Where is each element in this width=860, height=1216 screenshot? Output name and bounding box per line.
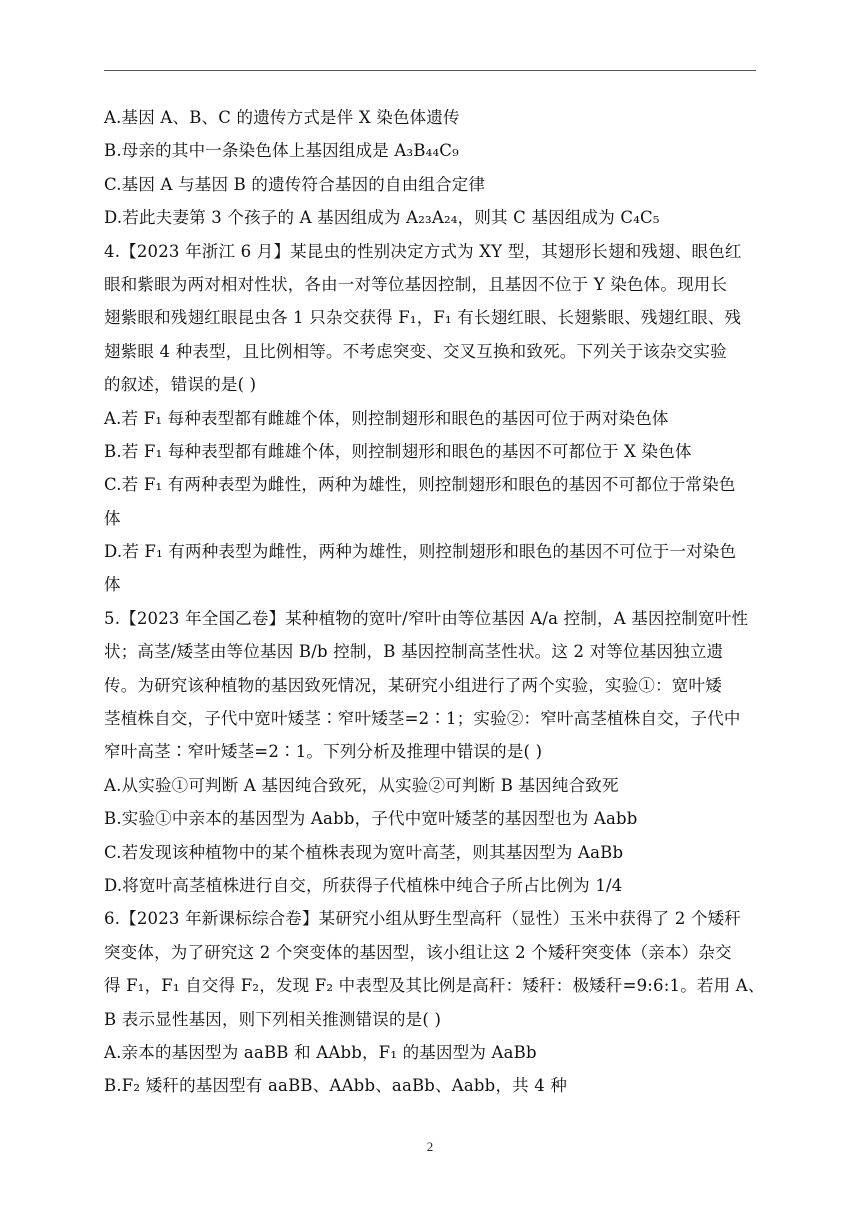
- text-line: 翅紫眼 4 种表型，且比例相等。不考虑突变、交叉互换和致死。下列关于该杂交实验: [104, 341, 727, 361]
- text-line: 体: [104, 575, 121, 595]
- text-line: B 表示显性基因，则下列相关推测错误的是( ): [104, 1009, 442, 1029]
- text-line: D.若 F₁ 有两种表型为雌性，两种为雄性，则控制翅形和眼色的基因不可位于一对染色: [104, 542, 737, 562]
- text-line: C.基因 A 与基因 B 的遗传符合基因的自由组合定律: [104, 174, 486, 194]
- text-line: 翅紫眼和残翅红眼昆虫各 1 只杂交获得 F₁，F₁ 有长翅红眼、长翅紫眼、残翅红眼、残: [104, 308, 742, 328]
- page-number: 2: [426, 1139, 434, 1154]
- text-line: 4.【2023 年浙江 6 月】某昆虫的性别决定方式为 XY 型，其翅形长翅和残翅、眼色红: [104, 241, 742, 261]
- text-line: C.若 F₁ 有两种表型为雌性，两种为雄性，则控制翅形和眼色的基因不可都位于常染色: [104, 475, 736, 495]
- text-line: C.若发现该种植物中的某个植株表现为宽叶高茎，则其基因型为 AaBb: [104, 842, 624, 862]
- text-line: 5.【2023 年全国乙卷】某种植物的宽叶/窄叶由等位基因 A/a 控制，A 基因控制宽叶性: [104, 608, 749, 628]
- text-line: B.若 F₁ 每种表型都有雌雄个体，则控制翅形和眼色的基因不可都位于 X 染色体: [104, 441, 692, 461]
- text-line: 传。为研究该种植物的基因致死情况，某研究小组进行了两个实验，实验①：宽叶矮: [104, 675, 722, 695]
- text-line: 突变体，为了研究这 2 个突变体的基因型，该小组让这 2 个矮秆突变体（亲本）杂交: [104, 942, 732, 962]
- header-rule: [104, 70, 756, 71]
- text-line: A.亲本的基因型为 aaBB 和 AAbb，F₁ 的基因型为 AaBb: [104, 1042, 537, 1062]
- text-line: 状；高茎/矮茎由等位基因 B/b 控制，B 基因控制高茎性状。这 2 对等位基因独立遗: [104, 642, 724, 662]
- text-line: 的叙述，错误的是( ): [104, 375, 257, 395]
- text-line: B.母亲的其中一条染色体上基因组成是 A₃B₄₄C₉: [104, 141, 459, 161]
- text-line: A.基因 A、B、C 的遗传方式是伴 X 染色体遗传: [104, 108, 460, 127]
- text-line: 茎植株自交，子代中宽叶矮茎∶窄叶矮茎=2∶1；实验②：窄叶高茎植株自交，子代中: [104, 709, 741, 729]
- text-line: 眼和紫眼为两对相对性状，各由一对等位基因控制，且基因不位于 Y 染色体。现用长: [104, 274, 728, 294]
- text-line: 窄叶高茎∶窄叶矮茎=2∶1。下列分析及推理中错误的是( ): [104, 742, 543, 762]
- text-line: D.将宽叶高茎植株进行自交，所获得子代植株中纯合子所占比例为 1/4: [104, 875, 623, 895]
- text-line: 6.【2023 年新课标综合卷】某研究小组从野生型高秆（显性）玉米中获得了 2 个矮秆: [104, 909, 742, 929]
- text-line: A.从实验①可判断 A 基因纯合致死，从实验②可判断 B 基因纯合致死: [104, 775, 619, 795]
- text-line: D.若此夫妻第 3 个孩子的 A 基因组成为 A₂₃A₂₄，则其 C 基因组成为 C₄C₅: [104, 208, 660, 228]
- text-line: B.F₂ 矮秆的基因型有 aaBB、AAbb、aaBb、Aabb，共 4 种: [104, 1076, 568, 1096]
- text-line: 得 F₁，F₁ 自交得 F₂，发现 F₂ 中表型及其比例是高秆：矮秆：极矮秆=9:6:1。若用 A、: [104, 976, 765, 996]
- text-line: A.若 F₁ 每种表型都有雌雄个体，则控制翅形和眼色的基因可位于两对染色体: [104, 408, 669, 428]
- text-line: 体: [104, 508, 121, 528]
- text-line: B.实验①中亲本的基因型为 Aabb，子代中宽叶矮茎的基因型也为 Aabb: [104, 809, 638, 829]
- document-body: [104, 101, 765, 1103]
